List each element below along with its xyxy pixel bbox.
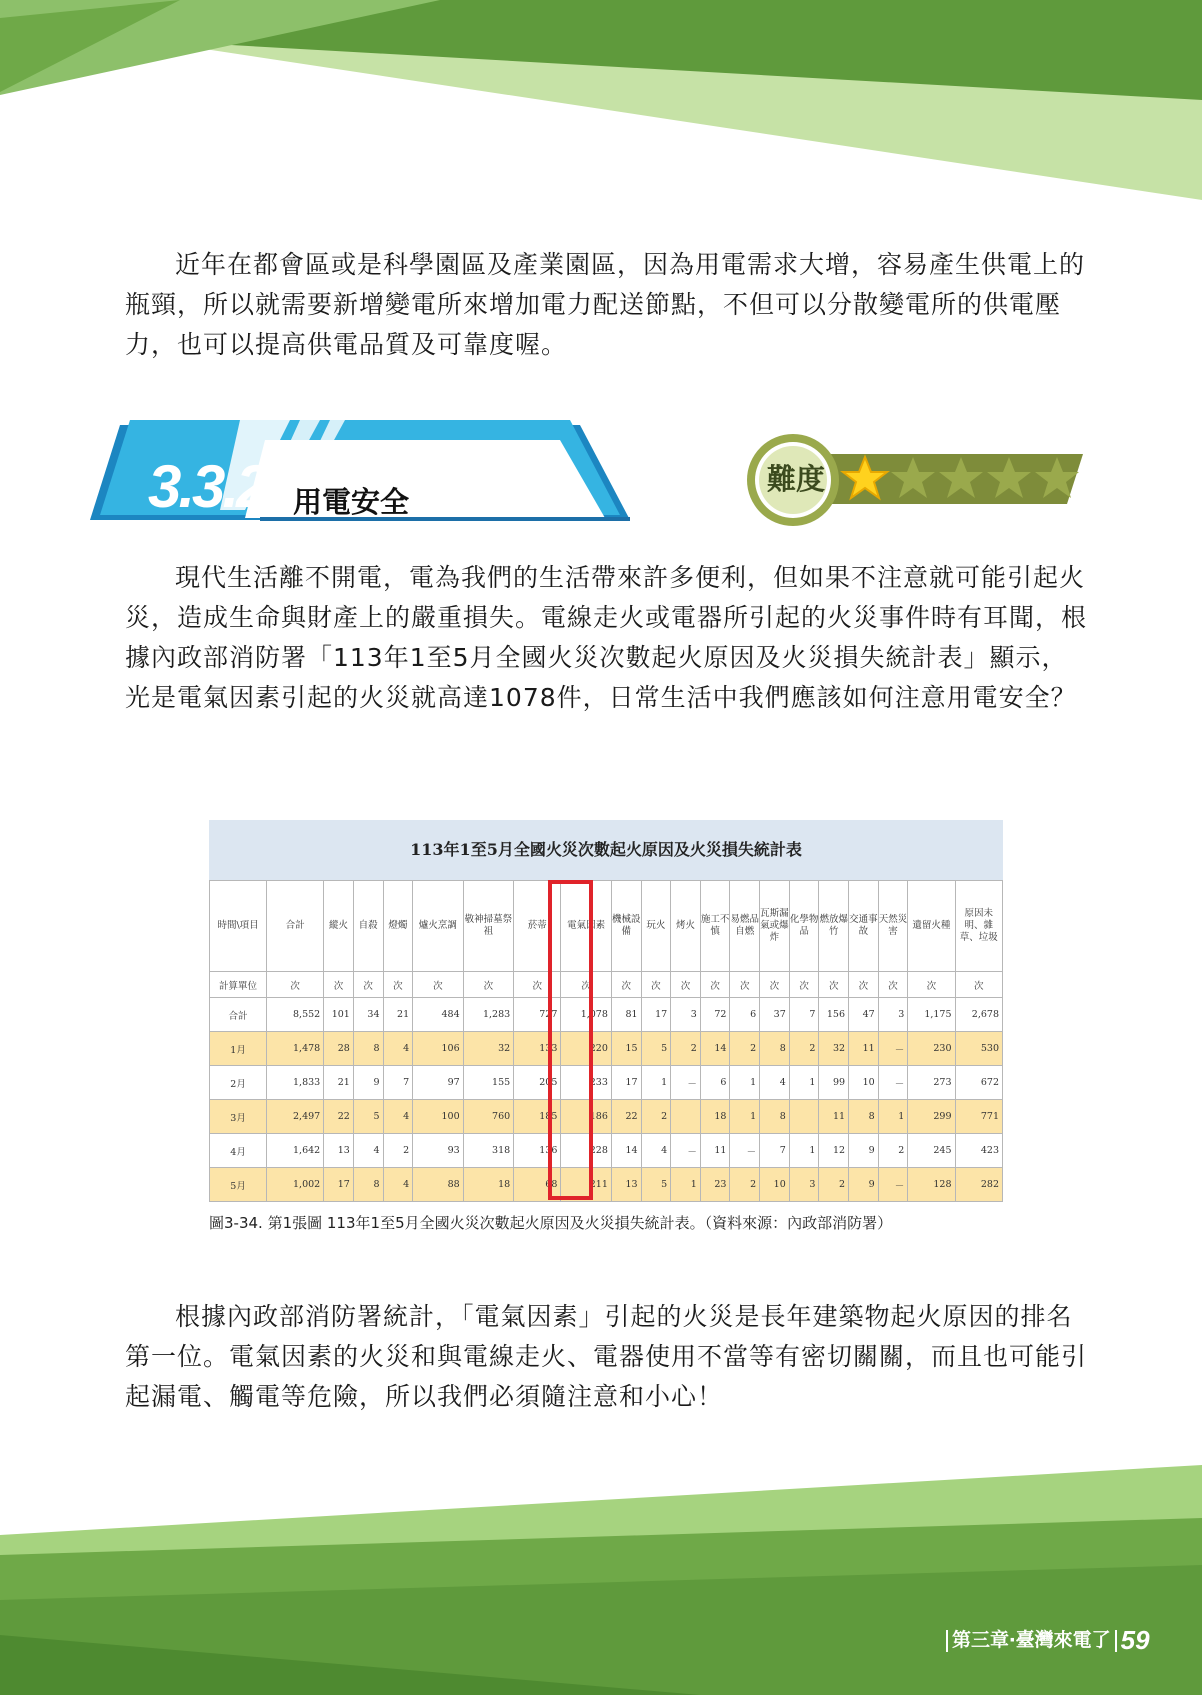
table-header-cell: 電氣因素 <box>561 881 612 972</box>
table-cell: － <box>671 1134 701 1168</box>
table-cell: 81 <box>611 998 641 1032</box>
table-header-cell: 機械設備 <box>611 881 641 972</box>
table-cell: 185 <box>514 1100 561 1134</box>
table-cell: 4 <box>383 1168 413 1202</box>
fire-statistics-table <box>209 880 1003 1202</box>
table-cell: 1,833 <box>267 1066 324 1100</box>
body-paragraph: 現代生活離不開電，電為我們的生活帶來許多便利，但如果不注意就可能引起火災，造成生命與財產上的嚴重損失。電線走火或電器所引起的火災事件時有耳聞，根據內政部消防署「113年1至5月全國火災次數起火原因及火災損失統計表」顯示，光是電氣因素引起的火災就高達1078件，日常生活中我們應該如何注意用電安全？ <box>125 563 1088 712</box>
table-cell: 156 <box>819 998 849 1032</box>
table-cell: 21 <box>383 998 413 1032</box>
table-cell: 9 <box>849 1134 879 1168</box>
table-header-cell: 時間\項目 <box>210 881 267 972</box>
table-cell: 3 <box>878 998 908 1032</box>
table-cell: 128 <box>908 1168 955 1202</box>
table-cell: 37 <box>760 998 790 1032</box>
table-cell: 484 <box>413 998 464 1032</box>
table-cell: 10 <box>849 1066 879 1100</box>
table-cell: 1,478 <box>267 1032 324 1066</box>
table-cell: 次 <box>514 972 561 998</box>
table-cell: 9 <box>353 1066 383 1100</box>
table-cell: 次 <box>353 972 383 998</box>
table-cell: 2 <box>730 1168 760 1202</box>
table-cell: － <box>878 1066 908 1100</box>
table-cell: 18 <box>700 1100 730 1134</box>
table-cell: 4月 <box>210 1134 267 1168</box>
table-cell: 727 <box>514 998 561 1032</box>
table-cell: 211 <box>561 1168 612 1202</box>
table-header-cell: 施工不慎 <box>700 881 730 972</box>
table-cell: 5月 <box>210 1168 267 1202</box>
table-cell: 17 <box>611 1066 641 1100</box>
table-cell: 3 <box>789 1168 819 1202</box>
table-cell: 11 <box>849 1032 879 1066</box>
table-cell: 次 <box>671 972 701 998</box>
table-cell: 5 <box>641 1168 671 1202</box>
table-cell: 8 <box>760 1100 790 1134</box>
table-header-cell: 敬神掃墓祭祖 <box>463 881 514 972</box>
section-title: 用電安全 <box>293 485 410 519</box>
table-cell: 760 <box>463 1100 514 1134</box>
table-cell: 22 <box>324 1100 354 1134</box>
table-cell: 186 <box>561 1100 612 1134</box>
table-cell: 93 <box>413 1134 464 1168</box>
table-cell: － <box>730 1134 760 1168</box>
table-cell: 4 <box>353 1134 383 1168</box>
table-cell: 282 <box>955 1168 1002 1202</box>
table-cell: 8 <box>353 1032 383 1066</box>
table-cell: 273 <box>908 1066 955 1100</box>
table-cell: 11 <box>819 1100 849 1134</box>
table-cell: 次 <box>849 972 879 998</box>
table-cell: 220 <box>561 1032 612 1066</box>
table-cell: 次 <box>789 972 819 998</box>
footer-divider <box>1115 1630 1117 1652</box>
table-row <box>210 1100 1003 1134</box>
table-cell: 32 <box>819 1032 849 1066</box>
table-cell: 9 <box>849 1168 879 1202</box>
table-cell: 次 <box>641 972 671 998</box>
table-cell: 次 <box>730 972 760 998</box>
table-cell: 771 <box>955 1100 1002 1134</box>
table-cell: 68 <box>514 1168 561 1202</box>
table-cell: 次 <box>267 972 324 998</box>
table-cell: 14 <box>700 1032 730 1066</box>
intro-paragraph: 近年在都會區或是科學園區及產業園區，因為用電需求大增，容易產生供電上的瓶頸，所以就需要新增變電所來增加電力配送節點，不但可以分散變電所的供電壓力，也可以提高供電品質及可靠度喔。 <box>125 250 1086 359</box>
table-cell: 672 <box>955 1066 1002 1100</box>
table-cell: 1 <box>789 1134 819 1168</box>
table-header-cell: 遺留火種 <box>908 881 955 972</box>
table-cell <box>789 1100 819 1134</box>
table-cell: － <box>878 1032 908 1066</box>
table-cell: 4 <box>760 1066 790 1100</box>
table-cell: 10 <box>760 1168 790 1202</box>
table-cell: 155 <box>463 1066 514 1100</box>
table-cell: 次 <box>324 972 354 998</box>
table-header-cell: 化學物品 <box>789 881 819 972</box>
table-cell: 13 <box>324 1134 354 1168</box>
table-cell: 4 <box>641 1134 671 1168</box>
table-row <box>210 1032 1003 1066</box>
table-cell: 245 <box>908 1134 955 1168</box>
table-row <box>210 1066 1003 1100</box>
electrical-column-highlight <box>548 880 593 1200</box>
table-cell: 101 <box>324 998 354 1032</box>
table-cell: 100 <box>413 1100 464 1134</box>
table-cell: 次 <box>908 972 955 998</box>
table-cell: 5 <box>641 1032 671 1066</box>
table-cell: 8,552 <box>267 998 324 1032</box>
table-cell: 次 <box>760 972 790 998</box>
table-cell: 22 <box>611 1100 641 1134</box>
table-cell: 18 <box>463 1168 514 1202</box>
table-cell: 106 <box>413 1032 464 1066</box>
table-header-cell: 菸蒂 <box>514 881 561 972</box>
table-cell: 次 <box>561 972 612 998</box>
table-cell: 1月 <box>210 1032 267 1066</box>
table-cell: 次 <box>955 972 1002 998</box>
chapter-title: 第三章‧臺灣來電了 <box>952 1629 1111 1651</box>
table-cell: 2 <box>641 1100 671 1134</box>
table-cell: 2,678 <box>955 998 1002 1032</box>
table-cell: 299 <box>908 1100 955 1134</box>
table-cell: 次 <box>700 972 730 998</box>
table-cell: 1,002 <box>267 1168 324 1202</box>
table-header-cell: 燃放爆竹 <box>819 881 849 972</box>
table-header-cell: 烤火 <box>671 881 701 972</box>
bottom-decoration <box>0 1460 1202 1695</box>
table-cell: 計算單位 <box>210 972 267 998</box>
table-header-cell: 玩火 <box>641 881 671 972</box>
table-cell: 21 <box>324 1066 354 1100</box>
table-cell: 1,642 <box>267 1134 324 1168</box>
table-cell: 318 <box>463 1134 514 1168</box>
table-header-cell: 合計 <box>267 881 324 972</box>
table-cell: 34 <box>353 998 383 1032</box>
table-cell: 2月 <box>210 1066 267 1100</box>
table-cell: － <box>671 1066 701 1100</box>
table-cell: 228 <box>561 1134 612 1168</box>
table-header-cell: 交通事故 <box>849 881 879 972</box>
table-cell: 233 <box>561 1066 612 1100</box>
table-cell: 23 <box>700 1168 730 1202</box>
table-cell: 4 <box>383 1100 413 1134</box>
table-cell: 530 <box>955 1032 1002 1066</box>
table-cell: 1 <box>789 1066 819 1100</box>
table-header-cell: 縱火 <box>324 881 354 972</box>
table-cell: 72 <box>700 998 730 1032</box>
table-cell: 8 <box>353 1168 383 1202</box>
table-cell: 1,175 <box>908 998 955 1032</box>
table-cell: 47 <box>849 998 879 1032</box>
table-cell: 97 <box>413 1066 464 1100</box>
table-header-cell: 瓦斯漏氣或爆炸 <box>760 881 790 972</box>
table-cell: 88 <box>413 1168 464 1202</box>
table-unit-row <box>210 972 1003 998</box>
table-cell: 1 <box>730 1066 760 1100</box>
table-cell: 8 <box>849 1100 879 1134</box>
table-cell: 13 <box>611 1168 641 1202</box>
table-header-cell: 天然災害 <box>878 881 908 972</box>
table-cell: 次 <box>463 972 514 998</box>
table-cell: 17 <box>641 998 671 1032</box>
table-header-cell: 易燃品自燃 <box>730 881 760 972</box>
table-header-cell: 燈燭 <box>383 881 413 972</box>
difficulty-label: 難度 <box>766 462 825 496</box>
table-cell: 2,497 <box>267 1100 324 1134</box>
table-cell: 133 <box>514 1032 561 1066</box>
section-number: 3.3.2 <box>148 453 267 520</box>
table-cell: 2 <box>789 1032 819 1066</box>
table-cell: 14 <box>611 1134 641 1168</box>
table-cell: 205 <box>514 1066 561 1100</box>
table-cell: 1 <box>671 1168 701 1202</box>
table-cell: 次 <box>383 972 413 998</box>
table-cell: 次 <box>878 972 908 998</box>
table-cell: 15 <box>611 1032 641 1066</box>
figure-caption: 圖3-34. 第1張圖 113年1至5月全國火災次數起火原因及火災損失統計表。（資料來源：內政部消防署） <box>209 1214 893 1232</box>
table-row <box>210 1134 1003 1168</box>
table-cell: 5 <box>353 1100 383 1134</box>
table-cell: 6 <box>700 1066 730 1100</box>
table-header-cell: 原因未明、雜草、垃圾 <box>955 881 1002 972</box>
table-cell: 次 <box>611 972 641 998</box>
fire-statistics-figure <box>209 820 1003 1204</box>
page-number: 59 <box>1120 1625 1150 1655</box>
table-cell: 17 <box>324 1168 354 1202</box>
table-cell: 2 <box>671 1032 701 1066</box>
footer-divider <box>946 1630 948 1652</box>
table-cell: 3月 <box>210 1100 267 1134</box>
table-cell: 7 <box>383 1066 413 1100</box>
table-cell: 7 <box>789 998 819 1032</box>
table-row <box>210 998 1003 1032</box>
table-row <box>210 1168 1003 1202</box>
table-cell: 1 <box>730 1100 760 1134</box>
table-cell: 次 <box>413 972 464 998</box>
table-cell: 4 <box>383 1032 413 1066</box>
table-cell: － <box>878 1168 908 1202</box>
table-cell: 1,078 <box>561 998 612 1032</box>
table-cell: 230 <box>908 1032 955 1066</box>
table-cell: 8 <box>760 1032 790 1066</box>
table-cell: 99 <box>819 1066 849 1100</box>
table-cell: 2 <box>878 1134 908 1168</box>
table-cell: 3 <box>671 998 701 1032</box>
table-cell: 6 <box>730 998 760 1032</box>
table-cell: 次 <box>819 972 849 998</box>
table-cell: 12 <box>819 1134 849 1168</box>
table-cell: 11 <box>700 1134 730 1168</box>
table-cell: 合計 <box>210 998 267 1032</box>
table-cell <box>671 1100 701 1134</box>
table-cell: 423 <box>955 1134 1002 1168</box>
table-cell: 32 <box>463 1032 514 1066</box>
table-cell: 1 <box>878 1100 908 1134</box>
table-cell: 28 <box>324 1032 354 1066</box>
table-cell: 136 <box>514 1134 561 1168</box>
table-cell: 1 <box>641 1066 671 1100</box>
table-cell: 2 <box>383 1134 413 1168</box>
top-decoration <box>0 0 1202 200</box>
table-header-cell: 自殺 <box>353 881 383 972</box>
table-header-cell: 爐火烹調 <box>413 881 464 972</box>
closing-paragraph: 根據內政部消防署統計，「電氣因素」引起的火災是長年建築物起火原因的排名第一位。電氣因素的火災和與電線走火、電器使用不當等有密切關關，而且也可能引起漏電、觸電等危險，所以我們必須隨注意和小心！ <box>125 1302 1088 1411</box>
table-cell: 2 <box>730 1032 760 1066</box>
table-title: 113年1至5月全國火災次數起火原因及火災損失統計表 <box>209 820 1003 880</box>
table-cell: 2 <box>819 1168 849 1202</box>
table-cell: 7 <box>760 1134 790 1168</box>
page-footer <box>942 1625 1150 1656</box>
table-cell: 1,283 <box>463 998 514 1032</box>
